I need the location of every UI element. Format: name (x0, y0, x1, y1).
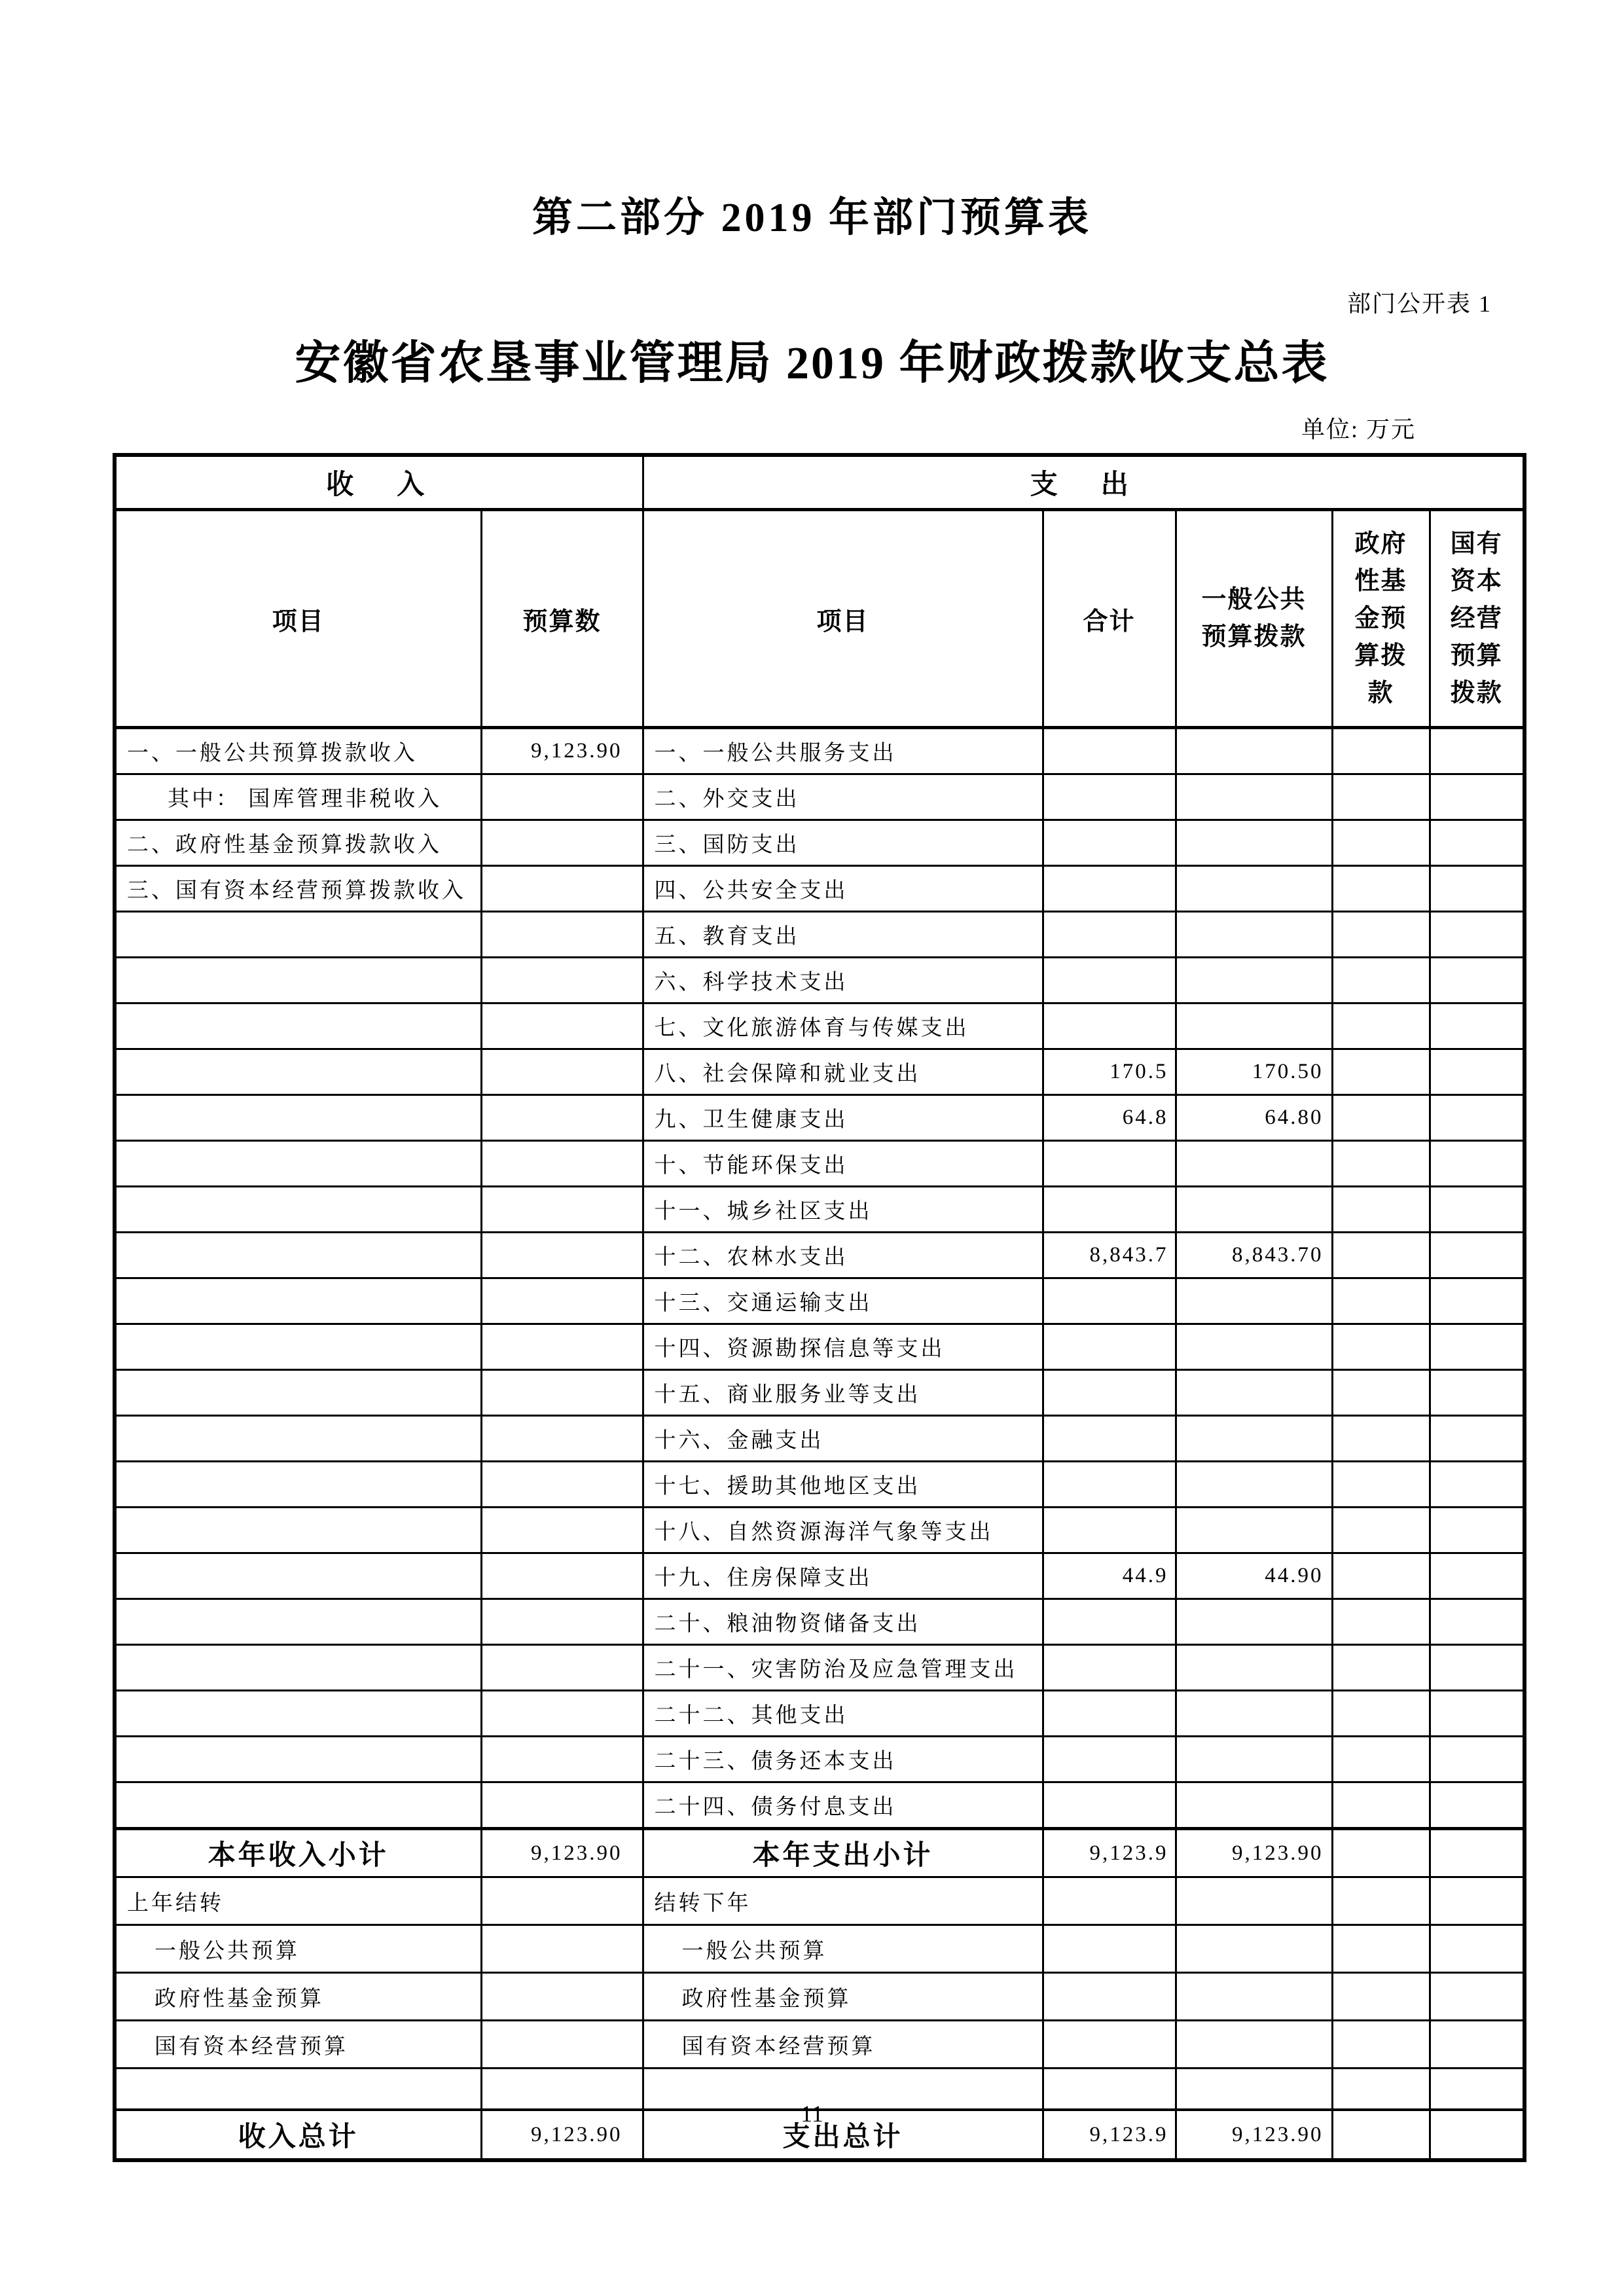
expense-general-public-cell (1176, 1782, 1332, 1829)
expense-total-cell (1043, 866, 1176, 912)
expense-item-cell: 十二、农林水支出 (643, 1233, 1043, 1278)
expense-gov-fund-cell (1332, 1877, 1430, 1925)
income-budget-cell (481, 1416, 643, 1462)
expense-gov-fund-cell (1332, 1187, 1430, 1233)
expense-total-cell (1043, 1416, 1176, 1462)
income-item-cell: 其中： 国库管理非税收入 (115, 774, 481, 820)
expense-total-cell (1043, 1599, 1176, 1645)
expense-total-cell (1043, 1370, 1176, 1416)
expense-item-cell: 十六、金融支出 (643, 1416, 1043, 1462)
expense-general-public-cell (1176, 728, 1332, 774)
expense-item-header: 项目 (643, 510, 1043, 728)
income-item-cell (115, 1416, 481, 1462)
expense-gov-fund-cell (1332, 1645, 1430, 1691)
expense-state-capital-cell (1430, 1462, 1525, 1508)
expense-total-cell: 64.8 (1043, 1095, 1176, 1141)
income-budget-cell (481, 1370, 643, 1416)
expense-gov-fund-cell (1332, 1691, 1430, 1737)
expense-general-public-cell (1176, 1925, 1332, 1973)
expense-state-capital-cell (1430, 1691, 1525, 1737)
expense-item-cell: 六、科学技术支出 (643, 958, 1043, 1003)
income-budget-cell: 9,123.90 (481, 728, 643, 774)
income-item-cell: 国有资本经营预算 (115, 2021, 481, 2069)
expense-item-cell: 一、一般公共服务支出 (643, 728, 1043, 774)
income-budget-cell (481, 1187, 643, 1233)
expense-item-cell: 十七、援助其他地区支出 (643, 1462, 1043, 1508)
expense-item-cell: 结转下年 (643, 1877, 1043, 1925)
expense-general-public-cell (1176, 866, 1332, 912)
expense-item-cell: 十一、城乡社区支出 (643, 1187, 1043, 1233)
income-item-cell (115, 1508, 481, 1553)
income-budget-cell (481, 1508, 643, 1553)
expense-total-cell: 44.9 (1043, 1553, 1176, 1599)
expense-gov-fund-cell (1332, 1324, 1430, 1370)
income-item-cell: 二、政府性基金预算拨款收入 (115, 820, 481, 866)
income-budget-cell (481, 1925, 643, 1973)
table-row (115, 1925, 1525, 1973)
expense-state-capital-cell (1430, 958, 1525, 1003)
expense-item-cell: 五、教育支出 (643, 912, 1043, 958)
expense-general-public-header-text: 一般公共预算拨款 (1201, 586, 1307, 651)
expense-state-capital-cell (1430, 1829, 1525, 1877)
expense-state-capital-cell (1430, 1370, 1525, 1416)
table-row (115, 1782, 1525, 1829)
income-item-cell (115, 1645, 481, 1691)
table-row (115, 728, 1525, 774)
expense-gov-fund-cell (1332, 866, 1430, 912)
page-title: 安徽省农垦事业管理局 2019 年财政拨款收支总表 (295, 338, 1329, 389)
expense-gov-fund-cell (1332, 1049, 1430, 1095)
income-item-cell (115, 1737, 481, 1782)
table-row (115, 1187, 1525, 1233)
expense-item-cell: 八、社会保障和就业支出 (643, 1049, 1043, 1095)
income-item-cell (115, 1141, 481, 1187)
income-budget-cell (481, 1233, 643, 1278)
income-budget-cell (481, 1141, 643, 1187)
expense-state-capital-cell (1430, 820, 1525, 866)
expense-general-public-cell: 8,843.70 (1176, 1233, 1332, 1278)
expense-general-public-cell (1176, 1508, 1332, 1553)
expense-state-capital-cell (1430, 1925, 1525, 1973)
expense-general-public-cell (1176, 958, 1332, 1003)
expense-state-capital-cell (1430, 1187, 1525, 1233)
budget-table (113, 453, 1526, 2162)
expense-state-capital-cell (1430, 1278, 1525, 1324)
expense-state-capital-cell (1430, 1645, 1525, 1691)
expense-gov-fund-cell (1332, 1508, 1430, 1553)
table-row (115, 866, 1525, 912)
expense-state-capital-cell (1430, 1141, 1525, 1187)
expense-item-cell: 一般公共预算 (643, 1925, 1043, 1973)
expense-gov-fund-cell (1332, 1553, 1430, 1599)
expense-general-public-cell: 9,123.90 (1176, 2110, 1332, 2160)
expense-gov-fund-cell (1332, 1782, 1430, 1829)
expense-state-capital-cell (1430, 1508, 1525, 1553)
expense-gov-fund-cell (1332, 1829, 1430, 1877)
expense-gov-fund-cell (1332, 1973, 1430, 2021)
expense-item-cell: 十五、商业服务业等支出 (643, 1370, 1043, 1416)
expense-gov-fund-cell (1332, 1003, 1430, 1049)
income-budget-cell (481, 1599, 643, 1645)
expense-state-capital-cell (1430, 1233, 1525, 1278)
income-item-cell (115, 1278, 481, 1324)
expense-item-cell: 二十四、债务付息支出 (643, 1782, 1043, 1829)
expense-gov-fund-cell (1332, 958, 1430, 1003)
expense-state-capital-cell (1430, 1049, 1525, 1095)
income-item-cell: 一般公共预算 (115, 1925, 481, 1973)
income-item-cell (115, 1553, 481, 1599)
expense-total-cell (1043, 912, 1176, 958)
expense-total-cell (1043, 774, 1176, 820)
income-item-cell (115, 1003, 481, 1049)
income-budget-cell: 9,123.90 (481, 1829, 643, 1877)
expense-gov-fund-cell (1332, 2021, 1430, 2069)
expense-general-public-header (1176, 510, 1332, 728)
table-row (115, 1324, 1525, 1370)
expense-gov-fund-cell (1332, 1370, 1430, 1416)
table-row (115, 774, 1525, 820)
income-budget-cell (481, 1278, 643, 1324)
expense-item-cell: 本年支出小计 (643, 1829, 1043, 1877)
expense-gov-fund-cell (1332, 820, 1430, 866)
expense-state-capital-cell (1430, 1599, 1525, 1645)
expense-gov-fund-cell (1332, 1141, 1430, 1187)
expense-total-header: 合计 (1043, 510, 1176, 728)
expense-general-public-cell (1176, 1737, 1332, 1782)
expense-general-public-cell (1176, 912, 1332, 958)
expense-total-cell (1043, 1141, 1176, 1187)
expense-item-cell: 政府性基金预算 (643, 1973, 1043, 2021)
expense-item-cell: 十四、资源勘探信息等支出 (643, 1324, 1043, 1370)
expense-item-cell: 二、外交支出 (643, 774, 1043, 820)
income-item-cell (115, 1599, 481, 1645)
income-group-header: 收 入 (115, 455, 643, 510)
income-budget-cell (481, 1782, 643, 1829)
expense-general-public-cell (1176, 1599, 1332, 1645)
expense-total-cell: 9,123.9 (1043, 1829, 1176, 1877)
expense-total-cell (1043, 1691, 1176, 1737)
table-row (115, 912, 1525, 958)
expense-gov-fund-cell (1332, 912, 1430, 958)
table-row (115, 1973, 1525, 2021)
table-row (115, 820, 1525, 866)
expense-total-cell (1043, 728, 1176, 774)
income-budget-cell (481, 1645, 643, 1691)
table-row (115, 1462, 1525, 1508)
income-item-cell (115, 1049, 481, 1095)
expense-total-cell (1043, 1278, 1176, 1324)
income-budget-cell (481, 1095, 643, 1141)
income-budget-cell (481, 912, 643, 958)
expense-general-public-cell: 64.80 (1176, 1095, 1332, 1141)
expense-state-capital-cell (1430, 1782, 1525, 1829)
expense-item-cell: 九、卫生健康支出 (643, 1095, 1043, 1141)
expense-general-public-cell (1176, 1691, 1332, 1737)
expense-item-cell: 七、文化旅游体育与传媒支出 (643, 1003, 1043, 1049)
budget-table-body (115, 728, 1525, 2161)
expense-gov-fund-cell (1332, 1095, 1430, 1141)
income-item-cell (115, 1462, 481, 1508)
expense-total-cell (1043, 1925, 1176, 1973)
expense-total-cell (1043, 2021, 1176, 2069)
table-row (115, 1049, 1525, 1095)
expense-general-public-cell (1176, 1462, 1332, 1508)
income-item-cell: 上年结转 (115, 1877, 481, 1925)
expense-general-public-cell (1176, 1877, 1332, 1925)
income-item-cell (115, 1324, 481, 1370)
expense-state-capital-cell (1430, 1737, 1525, 1782)
expense-general-public-cell: 44.90 (1176, 1553, 1332, 1599)
expense-total-cell (1043, 1782, 1176, 1829)
table-row (115, 1599, 1525, 1645)
expense-item-cell: 支出总计 (643, 2110, 1043, 2160)
expense-state-capital-cell (1430, 1877, 1525, 1925)
expense-total-cell (1043, 1508, 1176, 1553)
expense-total-cell (1043, 1973, 1176, 2021)
expense-total-cell (1043, 1737, 1176, 1782)
expense-general-public-cell (1176, 1324, 1332, 1370)
table-row (115, 1737, 1525, 1782)
expense-state-capital-cell (1430, 1324, 1525, 1370)
unit-label: 单位: 万元 (1301, 416, 1416, 443)
income-budget-cell (481, 1324, 643, 1370)
income-budget-cell (481, 820, 643, 866)
income-item-cell: 政府性基金预算 (115, 1973, 481, 2021)
page-number: 11 (801, 2101, 823, 2127)
expense-state-capital-cell (1430, 1095, 1525, 1141)
group-header-row (115, 455, 1525, 510)
income-budget-cell (481, 774, 643, 820)
expense-general-public-cell (1176, 1278, 1332, 1324)
expense-general-public-cell (1176, 1973, 1332, 2021)
table-row (115, 2021, 1525, 2069)
income-budget-cell (481, 1462, 643, 1508)
expense-general-public-cell (1176, 2021, 1332, 2069)
expense-gov-fund-cell (1332, 1599, 1430, 1645)
income-budget-cell (481, 958, 643, 1003)
expense-item-cell: 十三、交通运输支出 (643, 1278, 1043, 1324)
expense-gov-fund-header (1332, 510, 1430, 728)
table-row (115, 1691, 1525, 1737)
income-budget-cell (481, 1877, 643, 1925)
table-row (115, 1278, 1525, 1324)
expense-state-capital-cell (1430, 912, 1525, 958)
expense-gov-fund-header-text: 政府性基金预算拨款 (1354, 530, 1407, 707)
expense-item-cell: 国有资本经营预算 (643, 2021, 1043, 2069)
income-item-header: 项目 (115, 510, 481, 728)
expense-general-public-cell (1176, 1645, 1332, 1691)
expense-item-cell: 三、国防支出 (643, 820, 1043, 866)
table-tag-label: 部门公开表 1 (1346, 291, 1492, 317)
expense-general-public-cell (1176, 1370, 1332, 1416)
expense-state-capital-cell (1430, 1416, 1525, 1462)
expense-state-capital-cell (1430, 774, 1525, 820)
income-item-cell (115, 958, 481, 1003)
income-item-cell: 收入总计 (115, 2110, 481, 2160)
expense-general-public-cell (1176, 774, 1332, 820)
expense-general-public-cell (1176, 1003, 1332, 1049)
expense-item-cell: 二十三、债务还本支出 (643, 1737, 1043, 1782)
income-budget-cell (481, 1737, 643, 1782)
expense-state-capital-cell (1430, 1003, 1525, 1049)
income-item-cell: 一、一般公共预算拨款收入 (115, 728, 481, 774)
expense-state-capital-header (1430, 510, 1525, 728)
expense-item-cell: 十、节能环保支出 (643, 1141, 1043, 1187)
expense-total-cell (1043, 1645, 1176, 1691)
income-budget-cell (481, 1691, 643, 1737)
column-header-row (115, 510, 1525, 728)
income-item-cell: 本年收入小计 (115, 1829, 481, 1877)
table-row (115, 1003, 1525, 1049)
expense-total-cell: 9,123.9 (1043, 2110, 1176, 2160)
table-row (115, 1508, 1525, 1553)
expense-general-public-cell (1176, 1187, 1332, 1233)
income-item-cell (115, 1187, 481, 1233)
expense-total-cell (1043, 1462, 1176, 1508)
expense-gov-fund-cell (1332, 1925, 1430, 1973)
expense-total-cell (1043, 958, 1176, 1003)
expense-item-cell: 二十二、其他支出 (643, 1691, 1043, 1737)
table-row (115, 1416, 1525, 1462)
expense-state-capital-cell (1430, 866, 1525, 912)
expense-state-capital-cell (1430, 1973, 1525, 2021)
expense-gov-fund-cell (1332, 1278, 1430, 1324)
expense-gov-fund-cell (1332, 1416, 1430, 1462)
income-item-cell: 三、国有资本经营预算拨款收入 (115, 866, 481, 912)
expense-item-cell: 二十、粮油物资储备支出 (643, 1599, 1043, 1645)
table-row (115, 1095, 1525, 1141)
income-item-cell (115, 1370, 481, 1416)
income-budget-cell (481, 2021, 643, 2069)
budget-table-header (115, 455, 1525, 728)
expense-item-cell: 十九、住房保障支出 (643, 1553, 1043, 1599)
expense-total-cell (1043, 1187, 1176, 1233)
expense-general-public-cell (1176, 1141, 1332, 1187)
expense-item-cell: 十八、自然资源海洋气象等支出 (643, 1508, 1043, 1553)
expense-gov-fund-cell (1332, 1462, 1430, 1508)
table-row (115, 1370, 1525, 1416)
income-budget-header: 预算数 (481, 510, 643, 728)
expense-item-cell: 四、公共安全支出 (643, 866, 1043, 912)
expense-item-cell: 二十一、灾害防治及应急管理支出 (643, 1645, 1043, 1691)
expense-total-cell (1043, 1003, 1176, 1049)
table-row (115, 1141, 1525, 1187)
expense-gov-fund-cell (1332, 728, 1430, 774)
income-item-cell (115, 1782, 481, 1829)
expense-total-cell (1043, 820, 1176, 866)
section-title: 第二部分 2019 年部门预算表 (532, 196, 1092, 240)
expense-state-capital-cell (1430, 2021, 1525, 2069)
table-row (115, 1553, 1525, 1599)
income-item-cell (115, 1233, 481, 1278)
expense-total-cell: 8,843.7 (1043, 1233, 1176, 1278)
income-budget-cell (481, 1003, 643, 1049)
expense-total-cell (1043, 1324, 1176, 1370)
table-row (115, 1645, 1525, 1691)
income-item-cell (115, 1095, 481, 1141)
table-row (115, 958, 1525, 1003)
income-item-cell (115, 912, 481, 958)
income-budget-cell (481, 1049, 643, 1095)
expense-state-capital-cell (1430, 1553, 1525, 1599)
expense-gov-fund-cell (1332, 1233, 1430, 1278)
expense-general-public-cell: 170.50 (1176, 1049, 1332, 1095)
expense-general-public-cell: 9,123.90 (1176, 1829, 1332, 1877)
income-budget-cell (481, 1973, 643, 2021)
expense-gov-fund-cell (1332, 1737, 1430, 1782)
expense-gov-fund-cell (1332, 774, 1430, 820)
table-row (115, 1829, 1525, 1877)
table-row (115, 1233, 1525, 1278)
expense-general-public-cell (1176, 1416, 1332, 1462)
expense-state-capital-cell (1430, 728, 1525, 774)
table-row (115, 1877, 1525, 1925)
expense-general-public-cell (1176, 820, 1332, 866)
income-budget-cell: 9,123.90 (481, 2110, 643, 2160)
income-item-cell (115, 1691, 481, 1737)
income-budget-cell (481, 1553, 643, 1599)
expense-total-cell (1043, 1877, 1176, 1925)
expense-group-header: 支 出 (643, 455, 1525, 510)
income-budget-cell (481, 866, 643, 912)
expense-state-capital-header-text: 国有资本经营预算拨款 (1450, 530, 1503, 707)
expense-total-cell: 170.5 (1043, 1049, 1176, 1095)
